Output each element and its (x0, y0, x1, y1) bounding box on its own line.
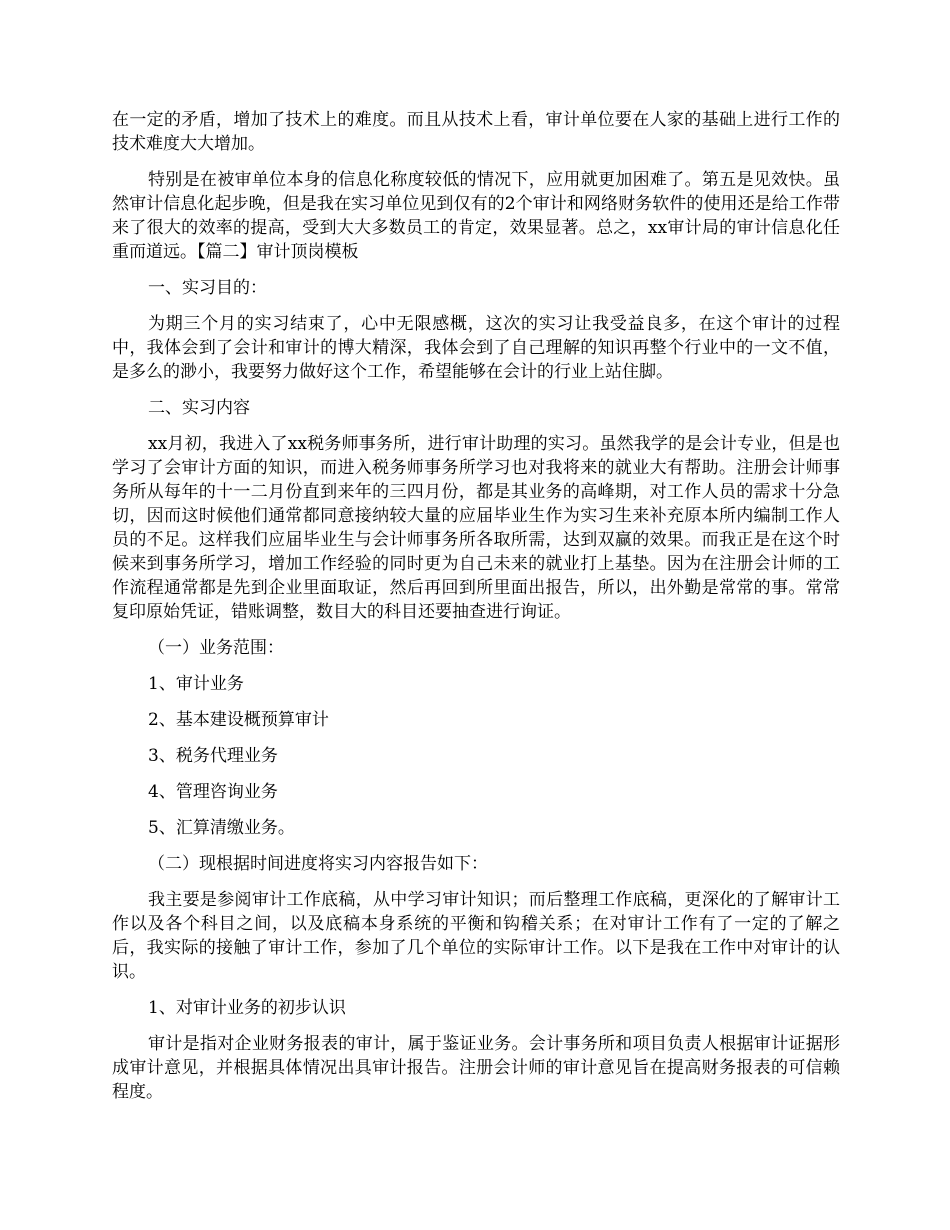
heading-audit-understanding: 1、对审计业务的初步认识 (148, 998, 346, 1018)
paragraph-audit-definition: 审计是指对企业财务报表的审计，属于鉴证业务。会计事务所和项目负责人根据审计证据形成审计意见，并根据具体情况出具审计报告。注册会计师的审计意见旨在提高财务报表的可信赖程度。 (112, 1034, 840, 1102)
paragraph-progress-report: 我主要是参阅审计工作底稿，从中学习审计知识；而后整理工作底稿，更深化的了解审计工作以及各个科目之间，以及底稿本身系统的平衡和钩稽关系；在对审计工作有了一定的了解之后，我实际的接触了审计工作，参加了几个单位的实际审计工作。以下是我在工作中对审计的认识。 (112, 890, 840, 982)
paragraph-internship-purpose: 为期三个月的实习结束了，心中无限感概，这次的实习让我受益良多，在这个审计的过程中，我体会到了会计和审计的博大精深，我体会到了自己理解的知识再整个行业中的一文不值，是多么的渺小，我要努力做好这个工作，希望能够在会计的行业上站住脚。 (112, 314, 840, 382)
heading-internship-purpose: 一、实习目的： (148, 278, 267, 298)
paragraph-informatization: 特别是在被审单位本身的信息化称度较低的情况下，应用就更加困难了。第五是见效快。虽然审计信息化起步晚，但是我在实习单位见到仅有的2个审计和网络财务软件的使用还是给工作带来了很大的效率的提高，受到大大多数员工的肯定，效果显著。总之，xx审计局的审计信息化任重而道远。【篇二】审计顶岗模板 (112, 170, 840, 262)
list-item-audit: 1、审计业务 (148, 674, 244, 694)
heading-progress-report: （二）现根据时间进度将实习内容报告如下： (148, 854, 488, 874)
paragraph-continuation: 在一定的矛盾，增加了技术上的难度。而且从技术上看，审计单位要在人家的基础上进行工作的技术难度大大增加。 (112, 110, 840, 154)
paragraph-internship-content: xx月初，我进入了xx税务师事务所，进行审计助理的实习。虽然我学的是会计专业，但是也学习了会审计方面的知识，而进入税务师事务所学习也对我将来的就业大有帮助。注册会计师事务所从每年的十一二月份直到来年的三四月份，都是其业务的高峰期，对工作人员的需求十分急切，因而这时候他们通常都同意接纳较大量的应届毕业生作为实习生来补充原本所内编制工作人员的不足。这样我们应届毕业生与会计师事务所各取所需，达到双赢的效果。而我正是在这个时候来到事务所学习，增加工作经验的同时更为自己未来的就业打上基垫。因为在注册会计师的工作流程通常都是先到企业里面取证，然后再回到所里面出报告，所以，出外勤是常常的事。常常复印原始凭证，错账调整，数目大的科目还要抽查进行询证。 (112, 434, 840, 622)
heading-business-scope: （一）业务范围： (148, 638, 284, 658)
list-item-tax-agency: 3、税务代理业务 (148, 746, 278, 766)
list-item-budget-audit: 2、基本建设概预算审计 (148, 710, 329, 730)
list-item-consulting: 4、管理咨询业务 (148, 782, 278, 802)
heading-internship-content: 二、实习内容 (148, 398, 250, 418)
list-item-settlement: 5、汇算清缴业务。 (148, 818, 295, 838)
document-page (112, 108, 840, 1116)
